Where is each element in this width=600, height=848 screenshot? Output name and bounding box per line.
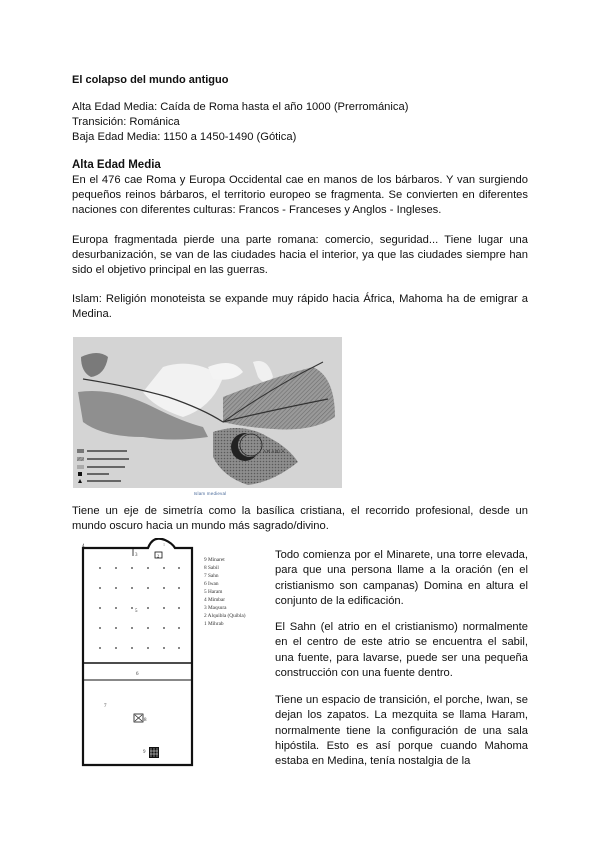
plan-label-9: 9 [143, 750, 146, 755]
column-dot [178, 567, 180, 569]
floor-plan-graphic [80, 538, 270, 770]
plan-label-3: 3 [135, 553, 138, 558]
legend-item: 9 Minaret [204, 557, 225, 563]
paragraph: En el 476 cae Roma y Europa Occidental cae en manos de los bárbaros. Y van surgiendo pequeños reinos bárbaros, el territorio europeo se fragmenta. Se convierten en diferentes naciones con diferentes culturas: Francos - Franceses y Anglos - Ingleses. [72, 174, 528, 217]
period-item: Alta Edad Media: Caída de Roma hasta el año 1000 (Prerrománica) [72, 101, 409, 113]
map-graphic [73, 337, 342, 488]
plan-label-4: 4 [82, 544, 85, 549]
paragraph: Tiene un eje de simetría como la basílica cristiana, el recorrido profesional, desde un mundo oscuro hacia un mundo más sagrado/divino. [72, 505, 528, 533]
plan-label-8: 8 [144, 718, 147, 723]
outer-wall [83, 539, 192, 765]
column-dot [115, 607, 117, 609]
column-dot [99, 647, 101, 649]
legend-item: 5 Haram [204, 589, 223, 595]
period-item: Transición: Románica [72, 116, 180, 129]
column-dot [163, 587, 165, 589]
column-dot [115, 567, 117, 569]
section-heading: Alta Edad Media [72, 159, 161, 171]
arabia-label: ARABIA [263, 449, 286, 454]
map-caption: Islam medieval [193, 491, 227, 496]
column-dot [99, 627, 101, 629]
column-dot [99, 607, 101, 609]
column-dot [163, 567, 165, 569]
column-dot [115, 587, 117, 589]
column-dot [131, 607, 133, 609]
column-dot [178, 607, 180, 609]
paragraph: Islam: Religión monoteista se expande muy rápido hacia África, Mahoma ha de emigrar a Medina. [72, 293, 528, 321]
legend-item: 3 Maqsura [204, 605, 227, 611]
plan-label-2: 2 [157, 553, 160, 559]
column-dot [163, 627, 165, 629]
plan-label-6: 6 [136, 672, 139, 677]
column-dot [115, 627, 117, 629]
column-dot [147, 647, 149, 649]
period-item: Baja Edad Media: 1150 a 1450-1490 (Gótica) [72, 131, 297, 144]
column-dot [163, 607, 165, 609]
column-dot [115, 647, 117, 649]
plan-label-5: 5 [135, 609, 138, 614]
column-dot [147, 627, 149, 629]
legend-item: 2 Alquibla (Quibla) [204, 613, 246, 619]
paragraph: El Sahn (el atrio en el cristianismo) normalmente en el centro de este atrio se encuentra el sabil, una fuente, para lavarse, puede ser una pequeña construcción con una fuente dentro. [275, 621, 528, 679]
column-dot [147, 567, 149, 569]
document-title: El colapso del mundo antiguo [72, 74, 229, 86]
periods-list [72, 100, 528, 146]
column-dot [131, 627, 133, 629]
column-dot [178, 627, 180, 629]
legend-item: 1 Mihrab [204, 621, 224, 627]
column-dot [131, 567, 133, 569]
paragraph: Todo comienza por el Minarete, una torre elevada, para que una persona llame a la oración (en el cristianismo son campanas) Domina en altura el conjunto de la edificación. [275, 549, 528, 607]
plan-label-7: 7 [104, 704, 107, 709]
legend-item: 4 Mimbar [204, 597, 226, 603]
islam-expansion-map [73, 337, 342, 488]
column-dot [131, 587, 133, 589]
plan-legend [204, 557, 246, 627]
column-dot [178, 647, 180, 649]
column-dot [147, 587, 149, 589]
column-dot [99, 587, 101, 589]
column-dot [163, 647, 165, 649]
mosque-floor-plan [80, 538, 270, 770]
legend-item: 6 Iwan [204, 581, 219, 587]
plan-label-1: 1 [163, 542, 165, 547]
column-dot [147, 607, 149, 609]
column-dot [131, 647, 133, 649]
paragraph: Europa fragmentada pierde una parte romana: comercio, seguridad... Tiene lugar una desurbanización, se van de las ciudades hacia el interior, ya que las ciudades siempre han sido el objetivo principal en las guerras. [72, 234, 528, 277]
column-dot [178, 587, 180, 589]
paragraph: Tiene un espacio de transición, el porche, Iwan, se dejan los zapatos. La mezquita se llama Haram, normalmente tiene la configuración de una sala hipóstila. Esto es así porque cuando Mahoma estaba en Medina, tenía nostalgia de la [275, 694, 528, 768]
legend-item: 8 Sabil [204, 565, 219, 571]
hypostyle-columns [99, 567, 180, 649]
column-dot [99, 567, 101, 569]
legend-item: 7 Sahn [204, 573, 219, 579]
